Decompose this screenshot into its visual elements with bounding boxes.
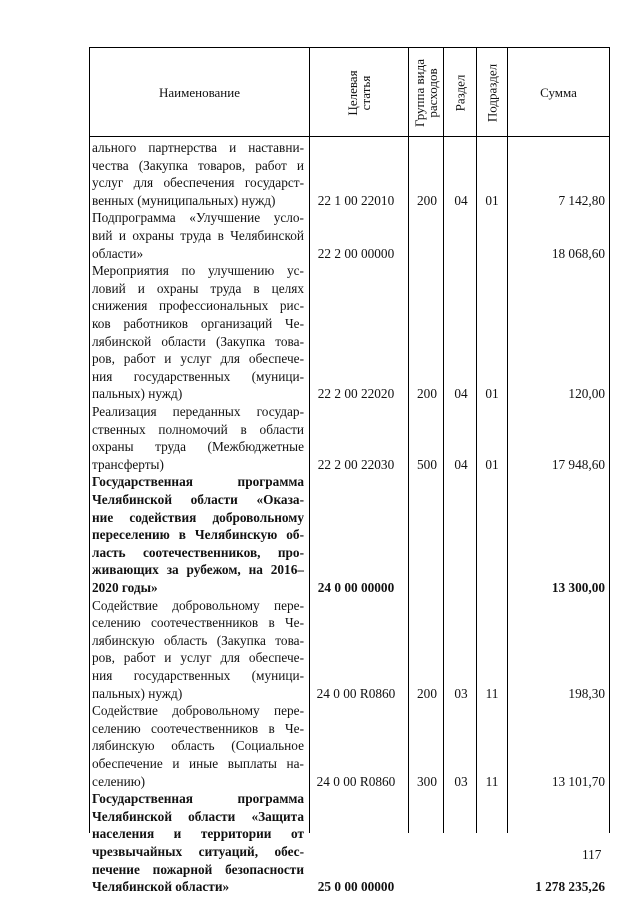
row-name [92, 702, 304, 790]
row-name-line: чрезвычайных ситуаций, обес- [92, 843, 304, 859]
row-name-line: 2020 годы» [92, 579, 158, 595]
row-name [92, 209, 304, 262]
row-target-code: 22 2 00 00000 [317, 245, 395, 261]
row-name-line: ков работников организаций Че- [92, 315, 304, 331]
row-name-line: переселению в Челябинскую об- [92, 527, 304, 543]
row-name-line: ального партнерства и наставни- [92, 140, 304, 155]
row-name-line: живающих за рубежом, на 2016– [92, 562, 304, 578]
row-group-code: 300 [417, 773, 437, 789]
row-sum: 120,00 [568, 386, 605, 402]
row-group-code: 200 [417, 192, 437, 208]
row-name [92, 403, 304, 473]
row-section: 04 [454, 386, 468, 402]
header-section-label: Раздел [452, 74, 468, 111]
row-group-code: 200 [417, 685, 437, 701]
row-target-code: 24 0 00 R0860 [316, 773, 396, 789]
row-name-line: чества (Закупка товаров, работ и [92, 157, 304, 173]
header-target [310, 48, 409, 137]
row-name-line: Содействие добровольному пере- [92, 703, 304, 719]
header-group-line1: Группа вида [412, 58, 427, 127]
row-name-line: ственных полномочий в области [92, 421, 304, 437]
row-section: 04 [454, 456, 468, 472]
row-sum: 17 948,60 [551, 456, 605, 472]
row-name-line: ния государственных (муници- [92, 667, 304, 683]
row-group-code: 200 [417, 386, 437, 402]
row-section: 04 [454, 192, 468, 208]
row-target-code: 24 0 00 R0860 [316, 685, 396, 701]
row-target-code: 22 2 00 22020 [317, 386, 395, 402]
column-line [507, 136, 508, 833]
column-line [476, 136, 477, 833]
row-subsection: 11 [485, 685, 499, 701]
row-name-line: охраны труда (Межбюджетные [92, 439, 304, 455]
row-name-line: Мероприятия по улучшению ус- [92, 263, 304, 279]
row-name-line: трансферты) [92, 456, 164, 472]
row-name-line: услуг для обеспечения государст- [92, 175, 304, 191]
header-group [409, 48, 444, 137]
row-name-line: Государственная программа [92, 791, 304, 807]
row-section: 03 [454, 685, 468, 701]
header-target-line2: статья [358, 75, 373, 110]
header-bottom-line [89, 136, 610, 137]
row-name-line: Челябинской области «Защита [92, 808, 304, 824]
row-name-line: Челябинской области» [92, 879, 230, 895]
column-line [609, 136, 610, 833]
row-sum: 198,30 [568, 685, 605, 701]
row-name [92, 139, 304, 209]
row-name-line: селению соотечественников в Че- [92, 720, 304, 736]
page-number: 117 [582, 847, 602, 862]
column-line [408, 136, 409, 833]
table-header [89, 47, 610, 136]
header-name-label: Наименование [159, 84, 240, 100]
row-name-line: ловий и охраны труда в целях [92, 280, 304, 296]
row-name-line: селению) [92, 773, 146, 789]
header-sum-label: Сумма [540, 84, 577, 100]
row-name-line: лябинской области (Закупка това- [92, 333, 304, 349]
row-name [92, 262, 304, 403]
row-sum: 13 101,70 [551, 773, 605, 789]
row-name-line: селению соотечественников в Че- [92, 615, 304, 631]
row-group-code: 500 [417, 456, 437, 472]
row-name-line: ния государственных (муници- [92, 368, 304, 384]
row-target-code: 25 0 00 00000 [317, 879, 395, 895]
row-subsection: 11 [485, 773, 499, 789]
row-name-line: снижения профессиональных рис- [92, 298, 304, 314]
row-name-line: ние содействия добровольному [92, 509, 304, 525]
row-name-line: обеспечение и иные выплаты на- [92, 755, 304, 771]
row-name-line: Реализация переданных государ- [92, 404, 304, 419]
row-name-line: Челябинской области «Оказа- [92, 491, 304, 507]
row-subsection: 01 [485, 192, 499, 208]
row-name-line: области» [92, 245, 144, 261]
row-sum: 18 068,60 [551, 245, 605, 261]
row-name-line: ров, работ и услуг для обеспече- [92, 650, 304, 666]
row-sum: 1 278 235,26 [535, 879, 605, 895]
row-name [92, 597, 304, 703]
header-section [444, 48, 477, 137]
header-group-line2: расходов [425, 67, 440, 118]
row-sum: 7 142,80 [558, 192, 605, 208]
row-name-line: пальных) нужд) [92, 386, 183, 402]
row-name-line: населения и территории от [92, 826, 304, 842]
column-line [443, 136, 444, 833]
header-target-line1: Целевая [345, 69, 360, 116]
row-target-code: 22 2 00 22030 [317, 456, 395, 472]
row-name-line: пальных) нужд) [92, 685, 183, 701]
row-name-line: Содействие добровольному пере- [92, 597, 304, 613]
row-name-line: ров, работ и услуг для обеспече- [92, 351, 304, 367]
row-name-line: Государственная программа [92, 474, 304, 490]
row-name-line: вий и охраны труда в Челябинской [92, 227, 304, 243]
header-sum [508, 48, 609, 137]
row-target-code: 24 0 00 00000 [317, 580, 395, 595]
column-line [309, 136, 310, 833]
row-name-line: печение пожарной безопасности [92, 861, 304, 877]
row-target-code: 22 1 00 22010 [317, 192, 395, 208]
row-subsection: 01 [485, 456, 499, 472]
row-name-line: венных (муниципальных) нужд) [92, 192, 276, 208]
row-sum: 13 300,00 [551, 580, 605, 595]
header-subsection [477, 48, 508, 137]
row-name-line: лябинскую область (Социальное [92, 738, 304, 754]
row-name-line: лябинскую область (Закупка това- [92, 632, 304, 648]
header-subsection-label: Подраздел [484, 63, 500, 122]
row-name-line: ласть соотечественников, про- [92, 544, 304, 560]
row-name [92, 473, 304, 596]
header-name [90, 48, 310, 137]
column-line [89, 136, 90, 833]
row-name-line: Подпрограмма «Улучшение усло- [92, 210, 304, 226]
row-section: 03 [454, 773, 468, 789]
row-name [92, 790, 304, 896]
row-subsection: 01 [485, 386, 499, 402]
